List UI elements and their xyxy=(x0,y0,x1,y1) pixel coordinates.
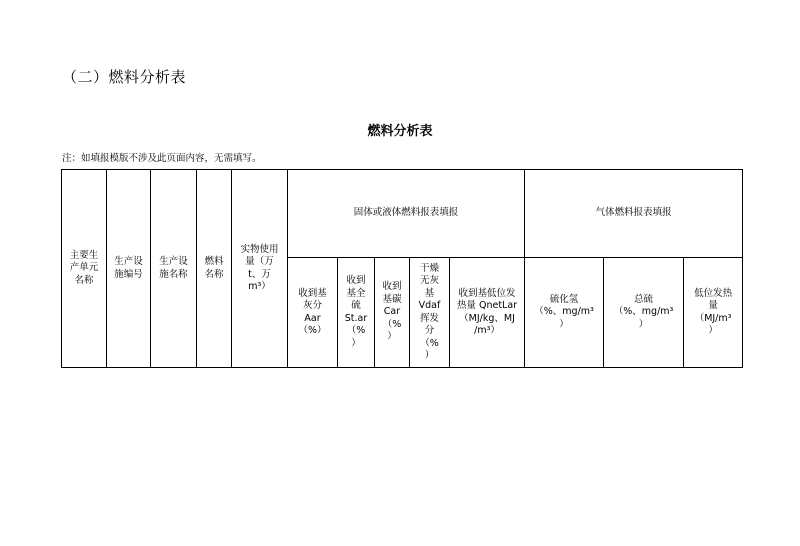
table-title: 燃料分析表 xyxy=(367,124,433,139)
header-fuel-name: 燃料 名称 xyxy=(197,170,232,368)
header-facility-code: 生产设 施编号 xyxy=(107,170,151,368)
header-car: 收到 基碳 Car （% ） xyxy=(375,258,410,368)
header-main-unit: 主要生 产单元 名称 xyxy=(62,170,107,368)
fuel-analysis-table xyxy=(61,169,743,368)
header-total-sulfur: 总硫 （%、mg/m³ ） xyxy=(604,258,684,368)
header-facility-name: 生产设 施名称 xyxy=(151,170,197,368)
header-lhv: 低位发热 量 （MJ/m³ ） xyxy=(684,258,743,368)
header-h2s: 硫化氢 （%、mg/m³ ） xyxy=(525,258,604,368)
note-text: 注：如填报模版不涉及此页面内容，无需填写。 xyxy=(62,153,262,164)
header-aar: 收到基 灰分 Aar （%） xyxy=(288,258,338,368)
header-vdaf: 干燥 无灰 基 Vdaf 挥发 分 （% ） xyxy=(410,258,450,368)
header-usage: 实物使用 量（万 t、万 m³） xyxy=(232,170,288,368)
header-qnet: 收到基低位发 热量 QnetLar （MJ/kg、MJ /m³） xyxy=(450,258,525,368)
header-star: 收到 基全 硫 St.ar （% ） xyxy=(338,258,375,368)
header-gas-group: 气体燃料报表填报 xyxy=(525,170,743,258)
header-solid-liquid-group: 固体或液体燃料报表填报 xyxy=(288,170,525,258)
section-heading: （二）燃料分析表 xyxy=(62,68,187,86)
